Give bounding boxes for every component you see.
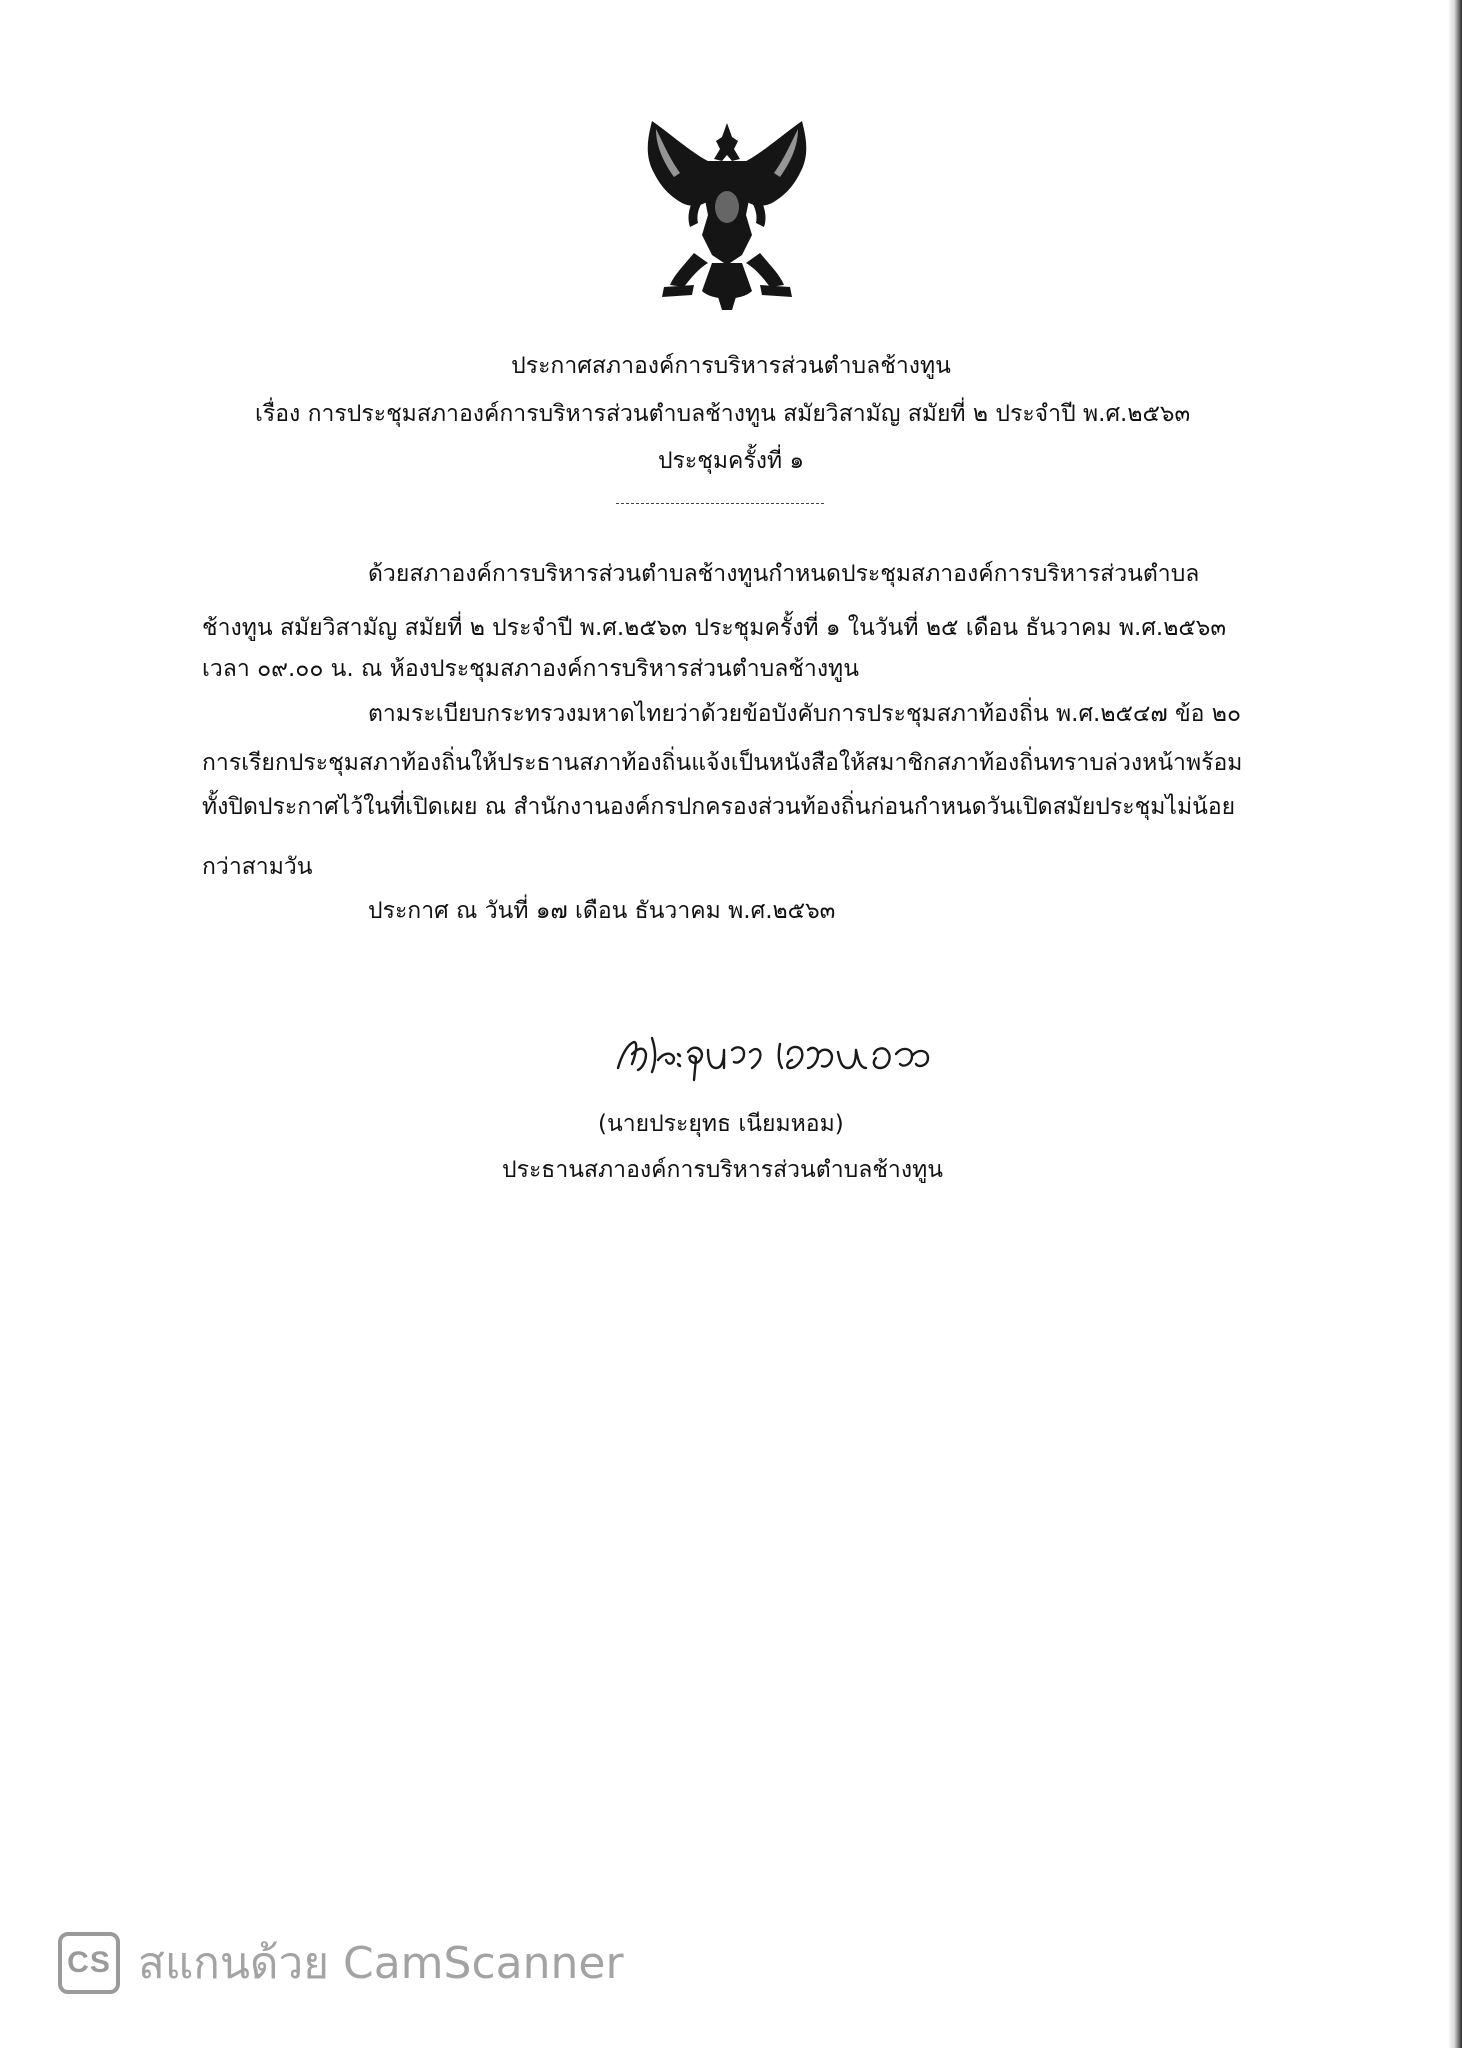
paragraph-2-line-4: กว่าสามวัน	[202, 854, 313, 880]
announcement-title: ประกาศสภาองค์การบริหารส่วนตำบลช้างทูน	[511, 353, 951, 379]
paragraph-2-line-1: ตามระเบียบกระทรวงมหาดไทยว่าด้วยข้อบังคับการประชุมสภาท้องถิ่น พ.ศ.๒๕๔๗ ข้อ ๒๐	[368, 701, 1242, 727]
signatory-name: (นายประยุทธ เนียมหอม)	[598, 1111, 844, 1137]
paragraph-1-line-3: เวลา ๐๙.๐๐ น. ณ ห้องประชุมสภาองค์การบริหารส่วนตำบลช้างทูน	[202, 656, 859, 682]
signatory-position: ประธานสภาองค์การบริหารส่วนตำบลช้างทูน	[502, 1157, 943, 1183]
paragraph-1-line-1: ด้วยสภาองค์การบริหารส่วนตำบลช้างทูนกำหนดประชุมสภาองค์การบริหารส่วนตำบล	[368, 561, 1200, 587]
announcement-subject: เรื่อง การประชุมสภาองค์การบริหารส่วนตำบลช้างทูน สมัยวิสามัญ สมัยที่ ๒ ประจำปี พ.ศ.๒๕๖๓	[255, 401, 1191, 427]
heading-divider	[616, 503, 824, 504]
paragraph-1-line-2: ช้างทูน สมัยวิสามัญ สมัยที่ ๒ ประจำปี พ.ศ.๒๕๖๓ ประชุมครั้งที่ ๑ ในวันที่ ๒๕ เดือน ธันวาคม พ.ศ.๒๕๖๓	[202, 615, 1227, 641]
camscanner-logo-icon: CS	[58, 1932, 120, 1994]
garuda-emblem-icon	[634, 115, 820, 310]
page-edge-shadow	[1448, 0, 1462, 2048]
paragraph-2-line-3: ทั้งปิดประกาศไว้ในที่เปิดเผย ณ สำนักงานองค์กรปกครองส่วนท้องถิ่นก่อนกำหนดวันเปิดสมัยประชุมไม่น้อย	[202, 794, 1236, 820]
meeting-number: ประชุมครั้งที่ ๑	[657, 448, 805, 474]
paragraph-2-line-2: การเรียกประชุมสภาท้องถิ่นให้ประธานสภาท้องถิ่นแจ้งเป็นหนังสือให้สมาชิกสภาท้องถิ่นทราบล่วงหน้าพร้อม	[202, 750, 1243, 776]
camscanner-text: สแกนด้วย CamScanner	[138, 1938, 624, 1989]
camscanner-watermark	[58, 1928, 624, 1998]
handwritten-signature	[612, 1024, 957, 1084]
announcement-date: ประกาศ ณ วันที่ ๑๗ เดือน ธันวาคม พ.ศ.๒๕๖๓	[368, 898, 836, 924]
